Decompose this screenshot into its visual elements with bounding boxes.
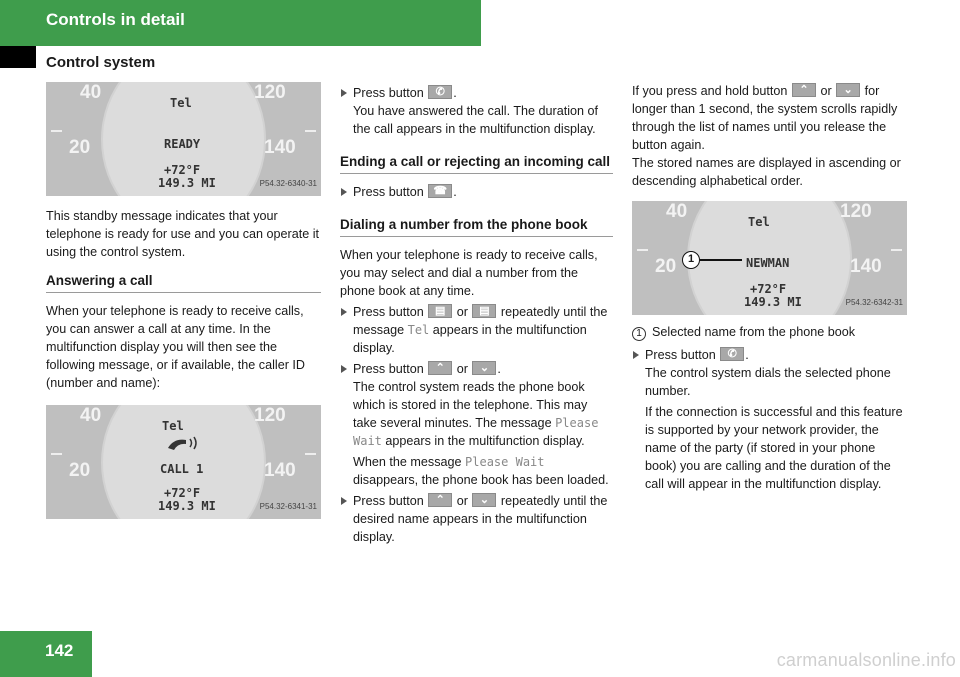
- dial-number: 40: [80, 405, 102, 426]
- text: Press button: [353, 494, 424, 508]
- lcd-line: +72°F: [164, 486, 201, 500]
- dial-number: 120: [840, 201, 872, 222]
- text: appears in the multifunction display.: [353, 323, 587, 355]
- text: appears in the multifunction display.: [385, 434, 585, 448]
- arrow-up-icon: ⌃: [428, 493, 452, 507]
- lcd-line: Tel: [162, 419, 184, 433]
- instruction-answer: [340, 84, 613, 138]
- display-figure-3: [632, 201, 907, 315]
- paragraph: When your telephone is ready to receive calls, you can answer a call at any time. In the multifunction display you will then see the following message, or if available, the caller ID (number and name):: [46, 304, 305, 390]
- text: Press button: [353, 362, 424, 376]
- figure-caption: [632, 323, 907, 341]
- lcd-line: 149.3 MI: [744, 295, 802, 309]
- dial-tick: [305, 130, 316, 132]
- incoming-call-icon: [166, 434, 200, 454]
- lcd-line: +72°F: [750, 282, 787, 296]
- figure-code: P54.32-6341-31: [259, 502, 317, 511]
- dial-tick: [51, 130, 62, 132]
- paragraph: [353, 453, 613, 489]
- instruction-dial: [632, 346, 907, 493]
- figure-code: P54.32-6342-31: [845, 298, 903, 307]
- figure-code: P54.32-6340-31: [259, 179, 317, 188]
- text: or: [456, 494, 468, 508]
- dial-number: 140: [264, 137, 296, 158]
- dial-number: 40: [80, 82, 102, 103]
- lcd-line: Tel: [170, 96, 192, 110]
- paragraph: This standby message indicates that your telephone is ready for use and you can operate it using the control system.: [46, 209, 320, 259]
- text: .: [497, 362, 501, 376]
- dial-number: 20: [69, 137, 91, 158]
- arrow-down-icon: ⌄: [472, 361, 496, 375]
- lcd-line: NEWMAN: [746, 256, 790, 270]
- dial-number: 140: [264, 460, 296, 481]
- callout-line: [700, 259, 742, 261]
- text: Press button: [353, 86, 424, 100]
- dial-number: 120: [254, 82, 286, 103]
- dial-number: 20: [69, 460, 91, 481]
- heading-dialing: Dialing a number from the phone book: [340, 216, 613, 237]
- lcd-line: 149.3 MI: [158, 176, 216, 190]
- text: .: [453, 86, 457, 100]
- chapter-bar: [0, 0, 481, 46]
- text: The control system dials the selected phone number.: [645, 366, 891, 398]
- instruction-scroll-names: [340, 492, 613, 546]
- display-message: Please Wait: [353, 416, 599, 448]
- text: You have answered the call. The duration of the call appears in the multifunction display.: [353, 104, 599, 136]
- section-tab: [0, 46, 36, 68]
- arrow-up-icon: ⌃: [428, 361, 452, 375]
- page-number-box: [0, 631, 92, 677]
- text: repeatedly until the message: [353, 305, 608, 337]
- phone-pickup-icon: ✆: [428, 85, 452, 99]
- page-number: 142: [45, 641, 74, 660]
- text: The control system reads the phone book which is stored in the telephone. This may take several minutes. The message: [353, 380, 588, 430]
- text: or: [820, 84, 832, 98]
- text: When the message: [353, 455, 462, 469]
- phone-hangup-icon: ☎: [428, 184, 452, 198]
- dial-number: 140: [850, 256, 882, 277]
- text: If you press and hold button: [632, 84, 788, 98]
- dial-tick: [891, 249, 902, 251]
- lcd-line: READY: [164, 137, 201, 151]
- arrow-down-icon: ⌄: [472, 493, 496, 507]
- lcd-line: 149.3 MI: [158, 499, 216, 513]
- text: Press button: [645, 348, 716, 362]
- callout-number: 1: [632, 327, 646, 341]
- text: or: [456, 362, 468, 376]
- arrow-down-icon: ⌄: [836, 83, 860, 97]
- text: or: [456, 305, 468, 319]
- heading-answering: Answering a call: [46, 272, 321, 293]
- text: Selected name from the phone book: [652, 325, 856, 339]
- paragraph: [632, 82, 907, 154]
- instruction-read-phonebook: [340, 360, 613, 489]
- dial-number: 120: [254, 405, 286, 426]
- lcd-line: +72°F: [164, 163, 201, 177]
- dial-tick: [305, 453, 316, 455]
- instruction-hangup: [340, 183, 613, 201]
- paragraph: When your telephone is ready to receive calls, you may select and dial a number from the phone book at any time.: [340, 248, 598, 298]
- paragraph: If the connection is successful and this feature is supported by your network provider, the name of the party (if stored in your phone book) you are calling and the duration of the call will appear in the multifunction display.: [645, 405, 903, 491]
- text: for longer than 1 second, the system scrolls rapidly through the list of names until you release the button again.: [632, 84, 898, 152]
- lcd-line: Tel: [748, 215, 770, 229]
- heading-ending: Ending a call or rejecting an incoming call: [340, 153, 613, 174]
- text: .: [453, 185, 457, 199]
- section-title: Control system: [46, 54, 156, 71]
- phone-pickup-icon: ✆: [720, 347, 744, 361]
- text: disappears, the phone book has been loaded.: [353, 473, 609, 487]
- column-1: [46, 82, 321, 519]
- menu-left-icon: ▤: [428, 304, 452, 318]
- dial-number: 20: [655, 256, 677, 277]
- paragraph: The stored names are displayed in ascending or descending alphabetical order.: [632, 156, 901, 188]
- text: Press button: [353, 185, 424, 199]
- watermark: carmanualsonline.info: [776, 650, 956, 670]
- text: repeatedly until the desired name appears in the multifunction display.: [353, 494, 608, 544]
- menu-right-icon: ▤: [472, 304, 496, 318]
- display-message: Please Wait: [465, 455, 545, 469]
- display-message: Tel: [407, 323, 430, 337]
- dial-number: 40: [666, 201, 688, 222]
- instruction-select-tel: [340, 303, 613, 357]
- callout-marker: 1: [682, 251, 700, 269]
- text: .: [745, 348, 749, 362]
- lcd-line: CALL 1: [160, 462, 204, 476]
- display-figure-2: [46, 405, 321, 519]
- text: Press button: [353, 305, 424, 319]
- dial-tick: [637, 249, 648, 251]
- column-3: [632, 82, 907, 493]
- arrow-up-icon: ⌃: [792, 83, 816, 97]
- chapter-title: Controls in detail: [46, 10, 185, 29]
- column-2: [340, 84, 613, 546]
- display-figure-1: [46, 82, 321, 196]
- dial-tick: [51, 453, 62, 455]
